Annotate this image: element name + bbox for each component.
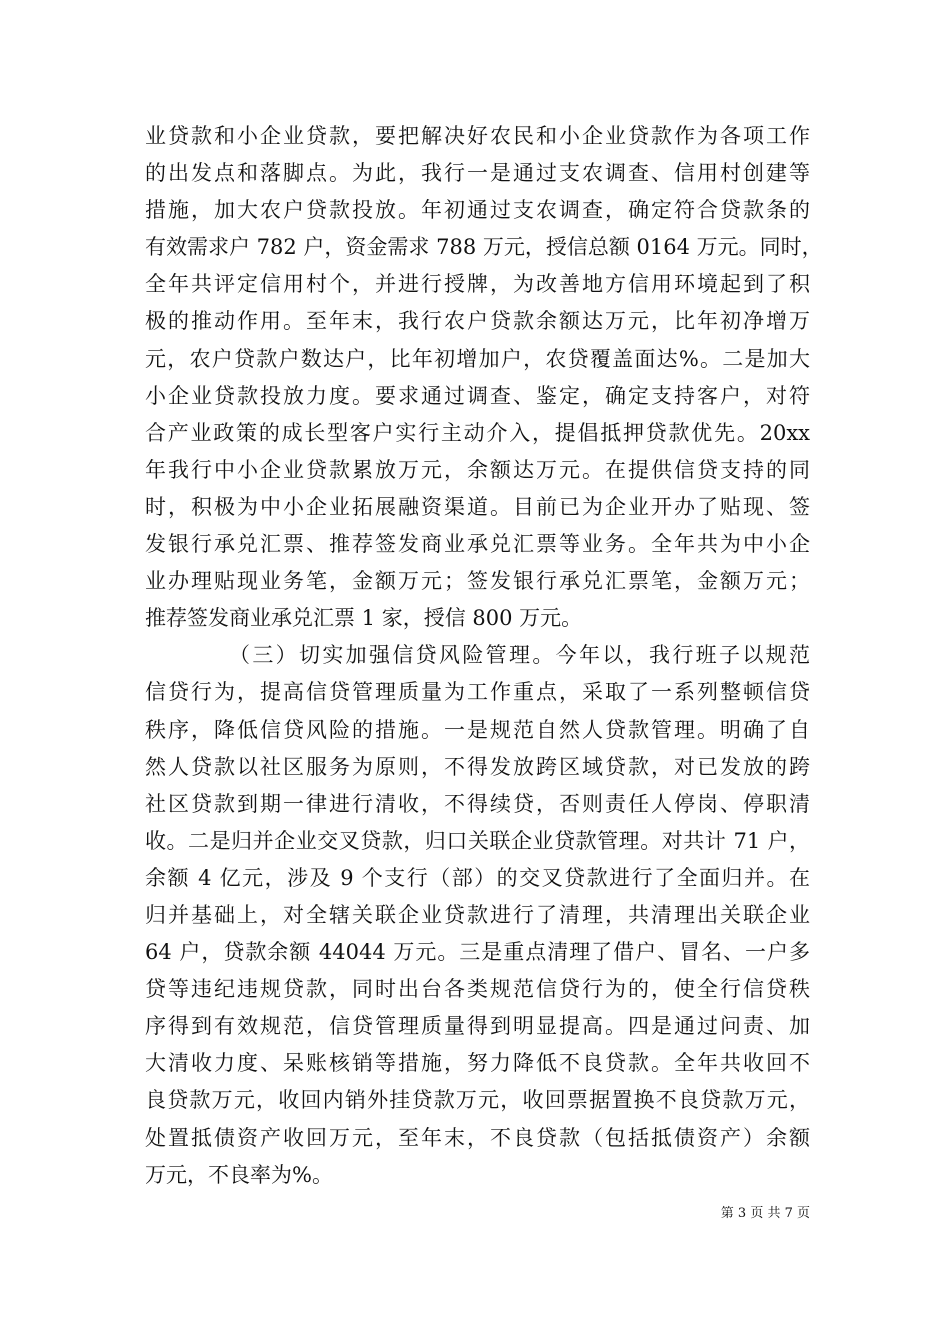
text-line: 全年共评定信用村个，并进行授牌，为改善地方信用环境起到了积 (145, 272, 810, 297)
text-line: 然人贷款以社区服务为原则，不得发放跨区域贷款，对已发放的跨 (145, 754, 810, 779)
text-line: 措施，加大农户贷款投放。年初通过支农调查，确定符合贷款条的 (145, 198, 810, 223)
text-line: 业办理贴现业务笔，金额万元；签发银行承兑汇票笔，金额万元； (145, 569, 810, 594)
text-line: 推荐签发商业承兑汇票 1 家，授信 800 万元。 (145, 606, 583, 631)
text-line: 时，积极为中小企业拓展融资渠道。目前已为企业开办了贴现、签 (145, 494, 810, 519)
text-line: 有效需求户 782 户，资金需求 788 万元，授信总额 0164 万元。同时， (145, 235, 823, 260)
text-line: 元，农户贷款户数达户，比年初增加户，农贷覆盖面达%。二是加大 (145, 346, 810, 371)
text-line: 万元，不良率为%。 (145, 1162, 333, 1187)
text-line: 发银行承兑汇票、推荐签发商业承兑汇票等业务。全年共为中小企 (145, 532, 810, 557)
text-line: 归并基础上，对全辖关联企业贷款进行了清理，共清理出关联企业 (145, 902, 810, 927)
section-heading-line: （三）切实加强信贷风险管理。今年以，我行班子以规范 (229, 643, 810, 668)
text-line: 极的推动作用。至年末，我行农户贷款余额达万元，比年初净增万 (145, 309, 810, 334)
page-footer: 第 3 页 共 7 页 (720, 1206, 810, 1221)
text-line: 信贷行为，提高信贷管理质量为工作重点，采取了一系列整顿信贷 (145, 680, 810, 705)
text-line: 余额 4 亿元，涉及 9 个支行（部）的交叉贷款进行了全面归并。在 (145, 865, 810, 890)
text-line: 年我行中小企业贷款累放万元，余额达万元。在提供信贷支持的同 (145, 457, 810, 482)
text-line: 秩序，降低信贷风险的措施。一是规范自然人贷款管理。明确了自 (145, 717, 810, 742)
body-text (145, 118, 823, 1194)
text-line: 社区贷款到期一律进行清收，不得续贷，否则责任人停岗、停职清 (145, 791, 810, 816)
text-line: 64 户，贷款余额 44044 万元。三是重点清理了借户、冒名、一户多 (145, 940, 810, 965)
text-line: 业贷款和小企业贷款，要把解决好农民和小企业贷款作为各项工作 (145, 124, 810, 148)
text-line: 贷等违纪违规贷款，同时出台各类规范信贷行为的，使全行信贷秩 (145, 977, 810, 1002)
text-line: 合产业政策的成长型客户实行主动介入，提倡抵押贷款优先。20xx (145, 420, 810, 445)
text-line: 的出发点和落脚点。为此，我行一是通过支农调查、信用村创建等 (145, 161, 810, 186)
text-line: 小企业贷款投放力度。要求通过调查、鉴定，确定支持客户，对符 (145, 383, 810, 408)
text-line: 序得到有效规范，信贷管理质量得到明显提高。四是通过问责、加 (145, 1014, 810, 1039)
text-line: 收。二是归并企业交叉贷款，归口关联企业贷款管理。对共计 71 户， (145, 828, 810, 853)
text-line: 处置抵债资产收回万元，至年末，不良贷款（包括抵债资产）余额 (145, 1125, 810, 1150)
text-line: 大清收力度、呆账核销等措施，努力降低不良贷款。全年共收回不 (145, 1051, 810, 1076)
text-line: 良贷款万元，收回内销外挂贷款万元，收回票据置换不良贷款万元， (145, 1088, 810, 1113)
